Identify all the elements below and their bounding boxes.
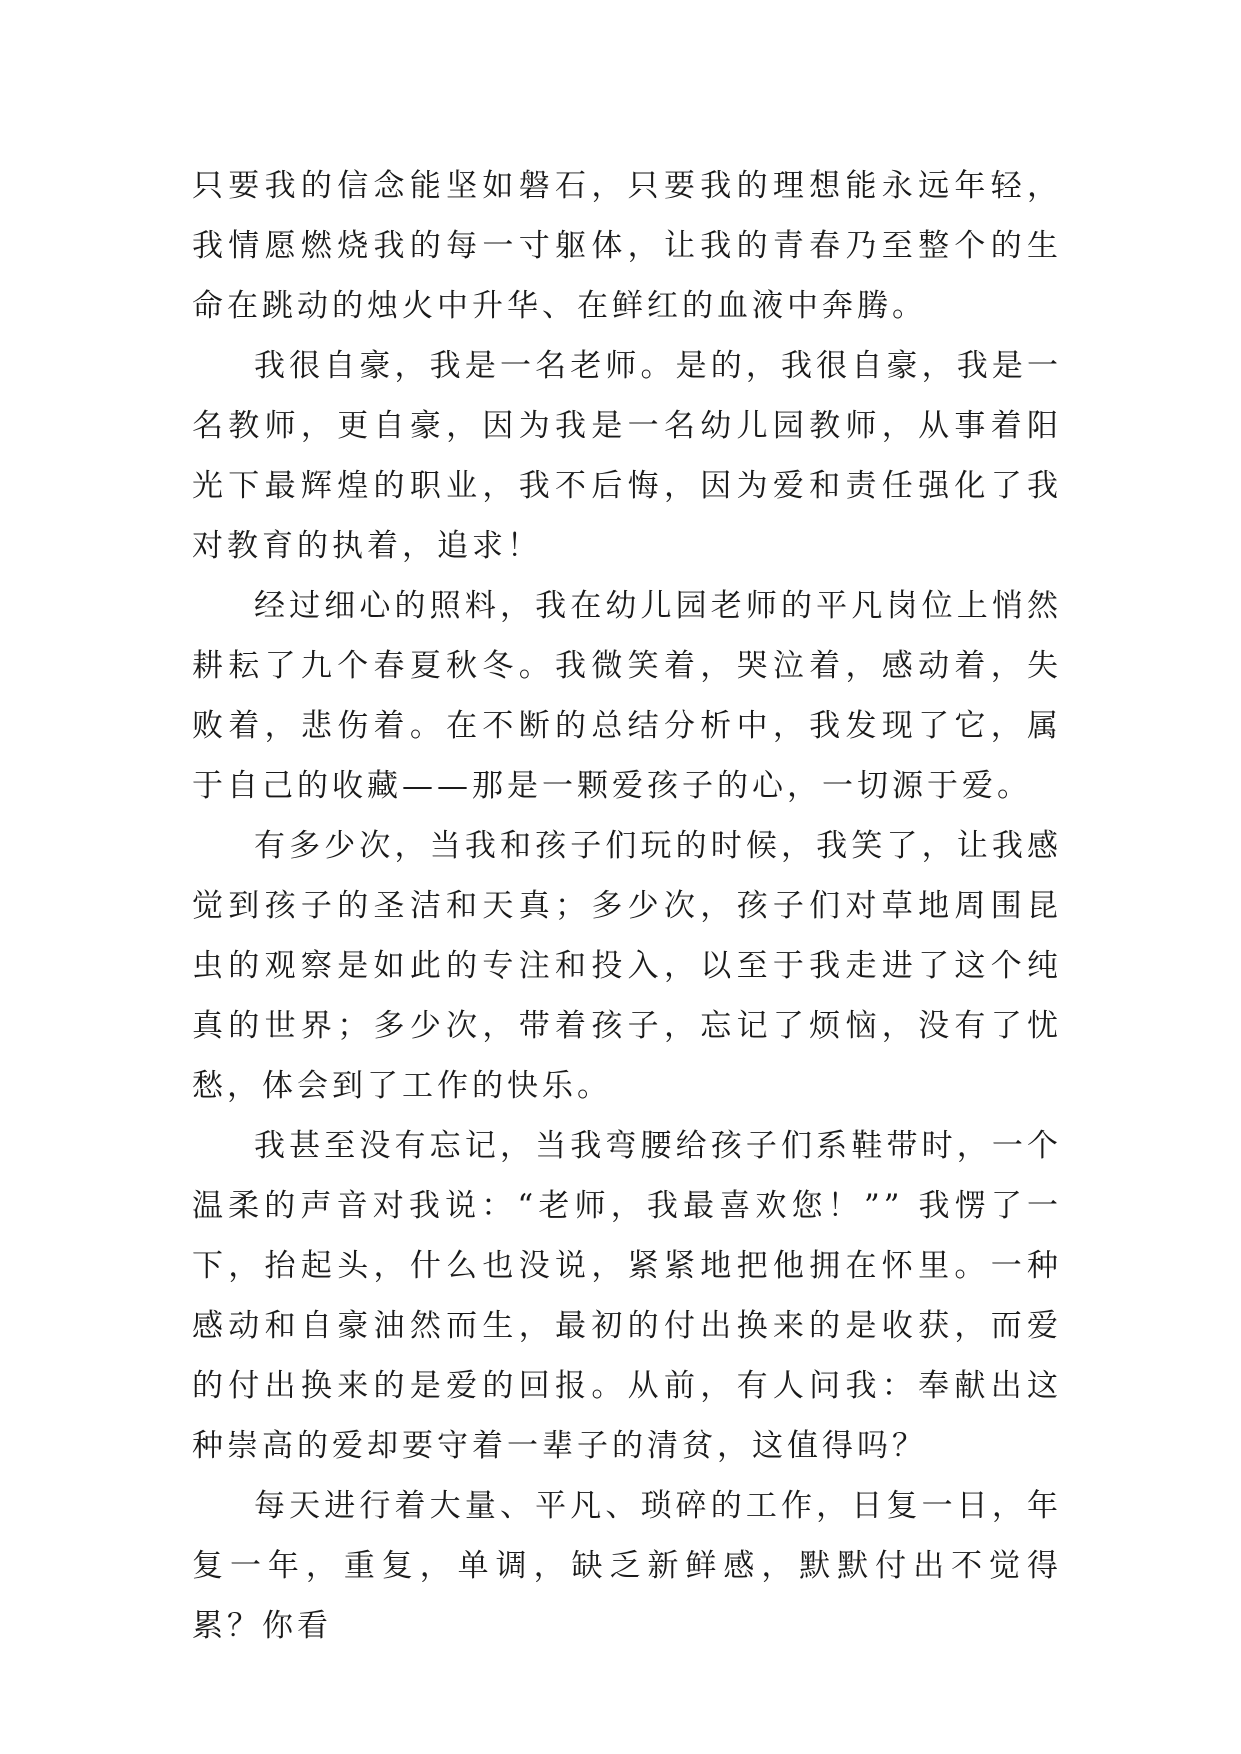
paragraph-5: 我甚至没有忘记，当我弯腰给孩子们系鞋带时，一个温柔的声音对我说：“老师，我最喜欢您！”” 我愣了一下，抬起头，什么也没说，紧紧地把他拥在怀里。一种感动和自豪油然而生，最初的付出换来的是收获，而爱的付出换来的是爱的回报。从前，有人问我：奉献出这种崇高的爱却要守着一辈子的清贫，这值得吗？ xyxy=(192,1128,1062,1464)
document-body xyxy=(192,156,1062,1656)
paragraph-4: 有多少次，当我和孩子们玩的时候，我笑了，让我感觉到孩子的圣洁和天真；多少次，孩子们对草地周围昆虫的观察是如此的专注和投入，以至于我走进了这个纯真的世界；多少次，带着孩子，忘记了烦恼，没有了忧愁，体会到了工作的快乐。 xyxy=(192,828,1062,1104)
paragraph-3: 经过细心的照料，我在幼儿园老师的平凡岗位上悄然耕耘了九个春夏秋冬。我微笑着，哭泣着，感动着，失败着，悲伤着。在不断的总结分析中，我发现了它，属于自己的收藏——那是一颗爱孩子的心，一切源于爱。 xyxy=(192,588,1062,804)
paragraph-1: 只要我的信念能坚如磐石，只要我的理想能永远年轻，我情愿燃烧我的每一寸躯体，让我的青春乃至整个的生命在跳动的烛火中升华、在鲜红的血液中奔腾。 xyxy=(192,168,1062,324)
paragraph-2: 我很自豪，我是一名老师。是的，我很自豪，我是一名教师，更自豪，因为我是一名幼儿园教师，从事着阳光下最辉煌的职业，我不后悔，因为爱和责任强化了我对教育的执着，追求！ xyxy=(192,348,1062,564)
paragraph-6: 每天进行着大量、平凡、琐碎的工作，日复一日，年复一年，重复，单调，缺乏新鲜感，默默付出不觉得累？你看 xyxy=(192,1488,1062,1644)
